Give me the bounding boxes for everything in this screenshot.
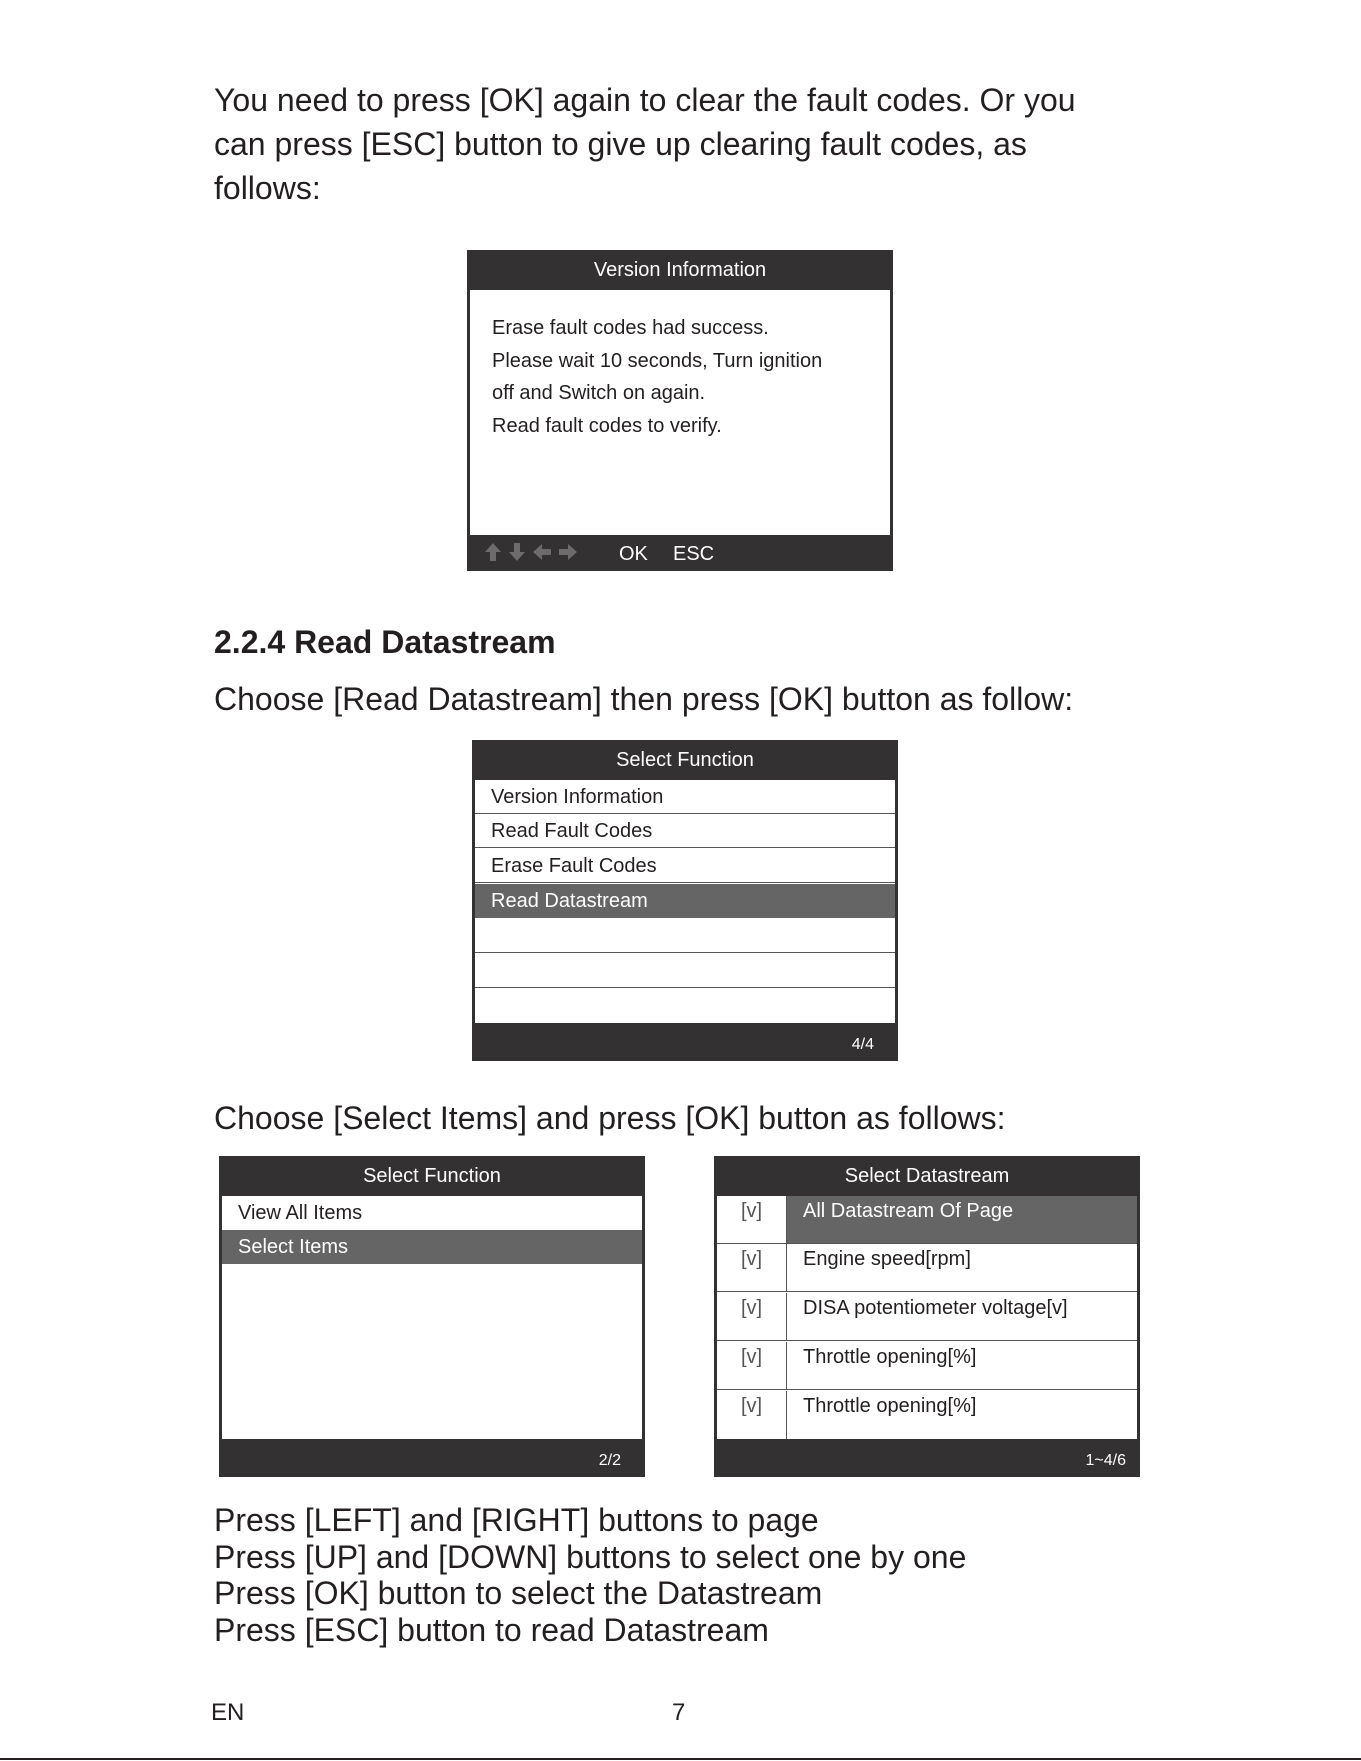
esc-key-label: ESC — [673, 543, 715, 565]
bottom-rule — [0, 1758, 1361, 1760]
section-heading: 2.2.4 Read Datastream — [214, 624, 556, 660]
screen-footer — [714, 1441, 1140, 1477]
select-datastream-screen — [714, 1156, 1140, 1477]
select-items-screen — [219, 1156, 645, 1477]
intro-line: follows: — [214, 170, 321, 206]
checkbox[interactable]: [v] — [717, 1293, 787, 1340]
screen-title: Select Function — [363, 1165, 501, 1187]
menu-item[interactable]: Version Information — [475, 780, 895, 814]
menu-item[interactable]: Erase Fault Codes — [475, 849, 895, 883]
datastream-list — [717, 1196, 1137, 1439]
datastream-label: Engine speed[rpm] — [803, 1248, 971, 1270]
screen-footer — [219, 1441, 645, 1477]
datastream-label: All Datastream Of Page — [803, 1200, 1014, 1222]
screen-title: Select Function — [616, 749, 754, 771]
menu-list — [475, 780, 895, 1023]
empty-row — [475, 954, 895, 988]
datastream-label: Throttle opening[%] — [803, 1346, 977, 1368]
checkbox[interactable]: [v] — [717, 1391, 787, 1439]
select-function-screen — [472, 740, 898, 1061]
button-instructions — [214, 1502, 966, 1648]
message-line: off and Switch on again. — [492, 382, 706, 404]
menu-item[interactable]: Read Fault Codes — [475, 814, 895, 848]
checkbox[interactable]: [v] — [717, 1196, 787, 1243]
message-line: Read fault codes to verify. — [492, 414, 722, 437]
datastream-row[interactable] — [717, 1244, 1137, 1292]
instruction-step: Press [ESC] button to read Datastream — [214, 1611, 769, 1648]
intro-paragraph — [214, 78, 1076, 210]
datastream-label: Throttle opening[%] — [803, 1395, 977, 1417]
message-line: Erase fault codes had success. — [492, 317, 769, 339]
page-indicator: 1~4/6 — [1085, 1452, 1126, 1469]
intro-line: can press [ESC] button to give up clearing fault codes, as — [214, 126, 1027, 162]
ok-key-label: OK — [619, 543, 648, 565]
language-label: EN — [211, 1699, 245, 1726]
nav-arrows — [483, 541, 579, 563]
menu-list — [222, 1196, 642, 1439]
version-info-screen — [467, 250, 893, 571]
checkbox[interactable]: [v] — [717, 1244, 787, 1291]
arrow-right-icon — [557, 541, 579, 563]
screen-footer — [467, 535, 893, 571]
datastream-row-selected[interactable] — [717, 1196, 1137, 1244]
checkbox[interactable]: [v] — [717, 1342, 787, 1389]
empty-row — [475, 989, 895, 1023]
instruction-step: Press [OK] button to select the Datastream — [214, 1575, 823, 1611]
datastream-row[interactable] — [717, 1391, 1137, 1439]
screen-body — [470, 290, 890, 535]
menu-item[interactable]: View All Items — [238, 1202, 363, 1224]
page-number: 7 — [672, 1699, 686, 1726]
screen-title: Version Information — [593, 259, 767, 281]
datastream-label: DISA potentiometer voltage[v] — [803, 1297, 1068, 1319]
instruction-step: Press [LEFT] and [RIGHT] buttons to page — [214, 1502, 819, 1538]
screen-title: Select Datastream — [844, 1165, 1010, 1187]
screen-footer — [472, 1025, 898, 1061]
menu-item-selected[interactable]: Read Datastream — [475, 884, 895, 918]
instruction-step: Press [UP] and [DOWN] buttons to select one by one — [214, 1538, 967, 1575]
arrow-up-icon — [483, 541, 503, 563]
arrow-left-icon — [531, 541, 553, 563]
page-indicator: 4/4 — [851, 1036, 874, 1053]
datastream-row[interactable] — [717, 1293, 1137, 1341]
erase-message — [492, 312, 822, 442]
instruction-1: Choose [Read Datastream] then press [OK] button as follow: — [214, 681, 1074, 717]
arrow-down-icon — [507, 541, 527, 563]
page-indicator: 2/2 — [598, 1452, 621, 1469]
intro-line: You need to press [OK] again to clear the fault codes. Or you — [214, 82, 1076, 118]
empty-row — [475, 919, 895, 953]
menu-item-selected[interactable]: Select Items — [222, 1230, 642, 1264]
datastream-row[interactable] — [717, 1342, 1137, 1390]
message-line: Please wait 10 seconds, Turn ignition — [492, 349, 823, 372]
instruction-2: Choose [Select Items] and press [OK] button as follows: — [214, 1100, 1006, 1136]
